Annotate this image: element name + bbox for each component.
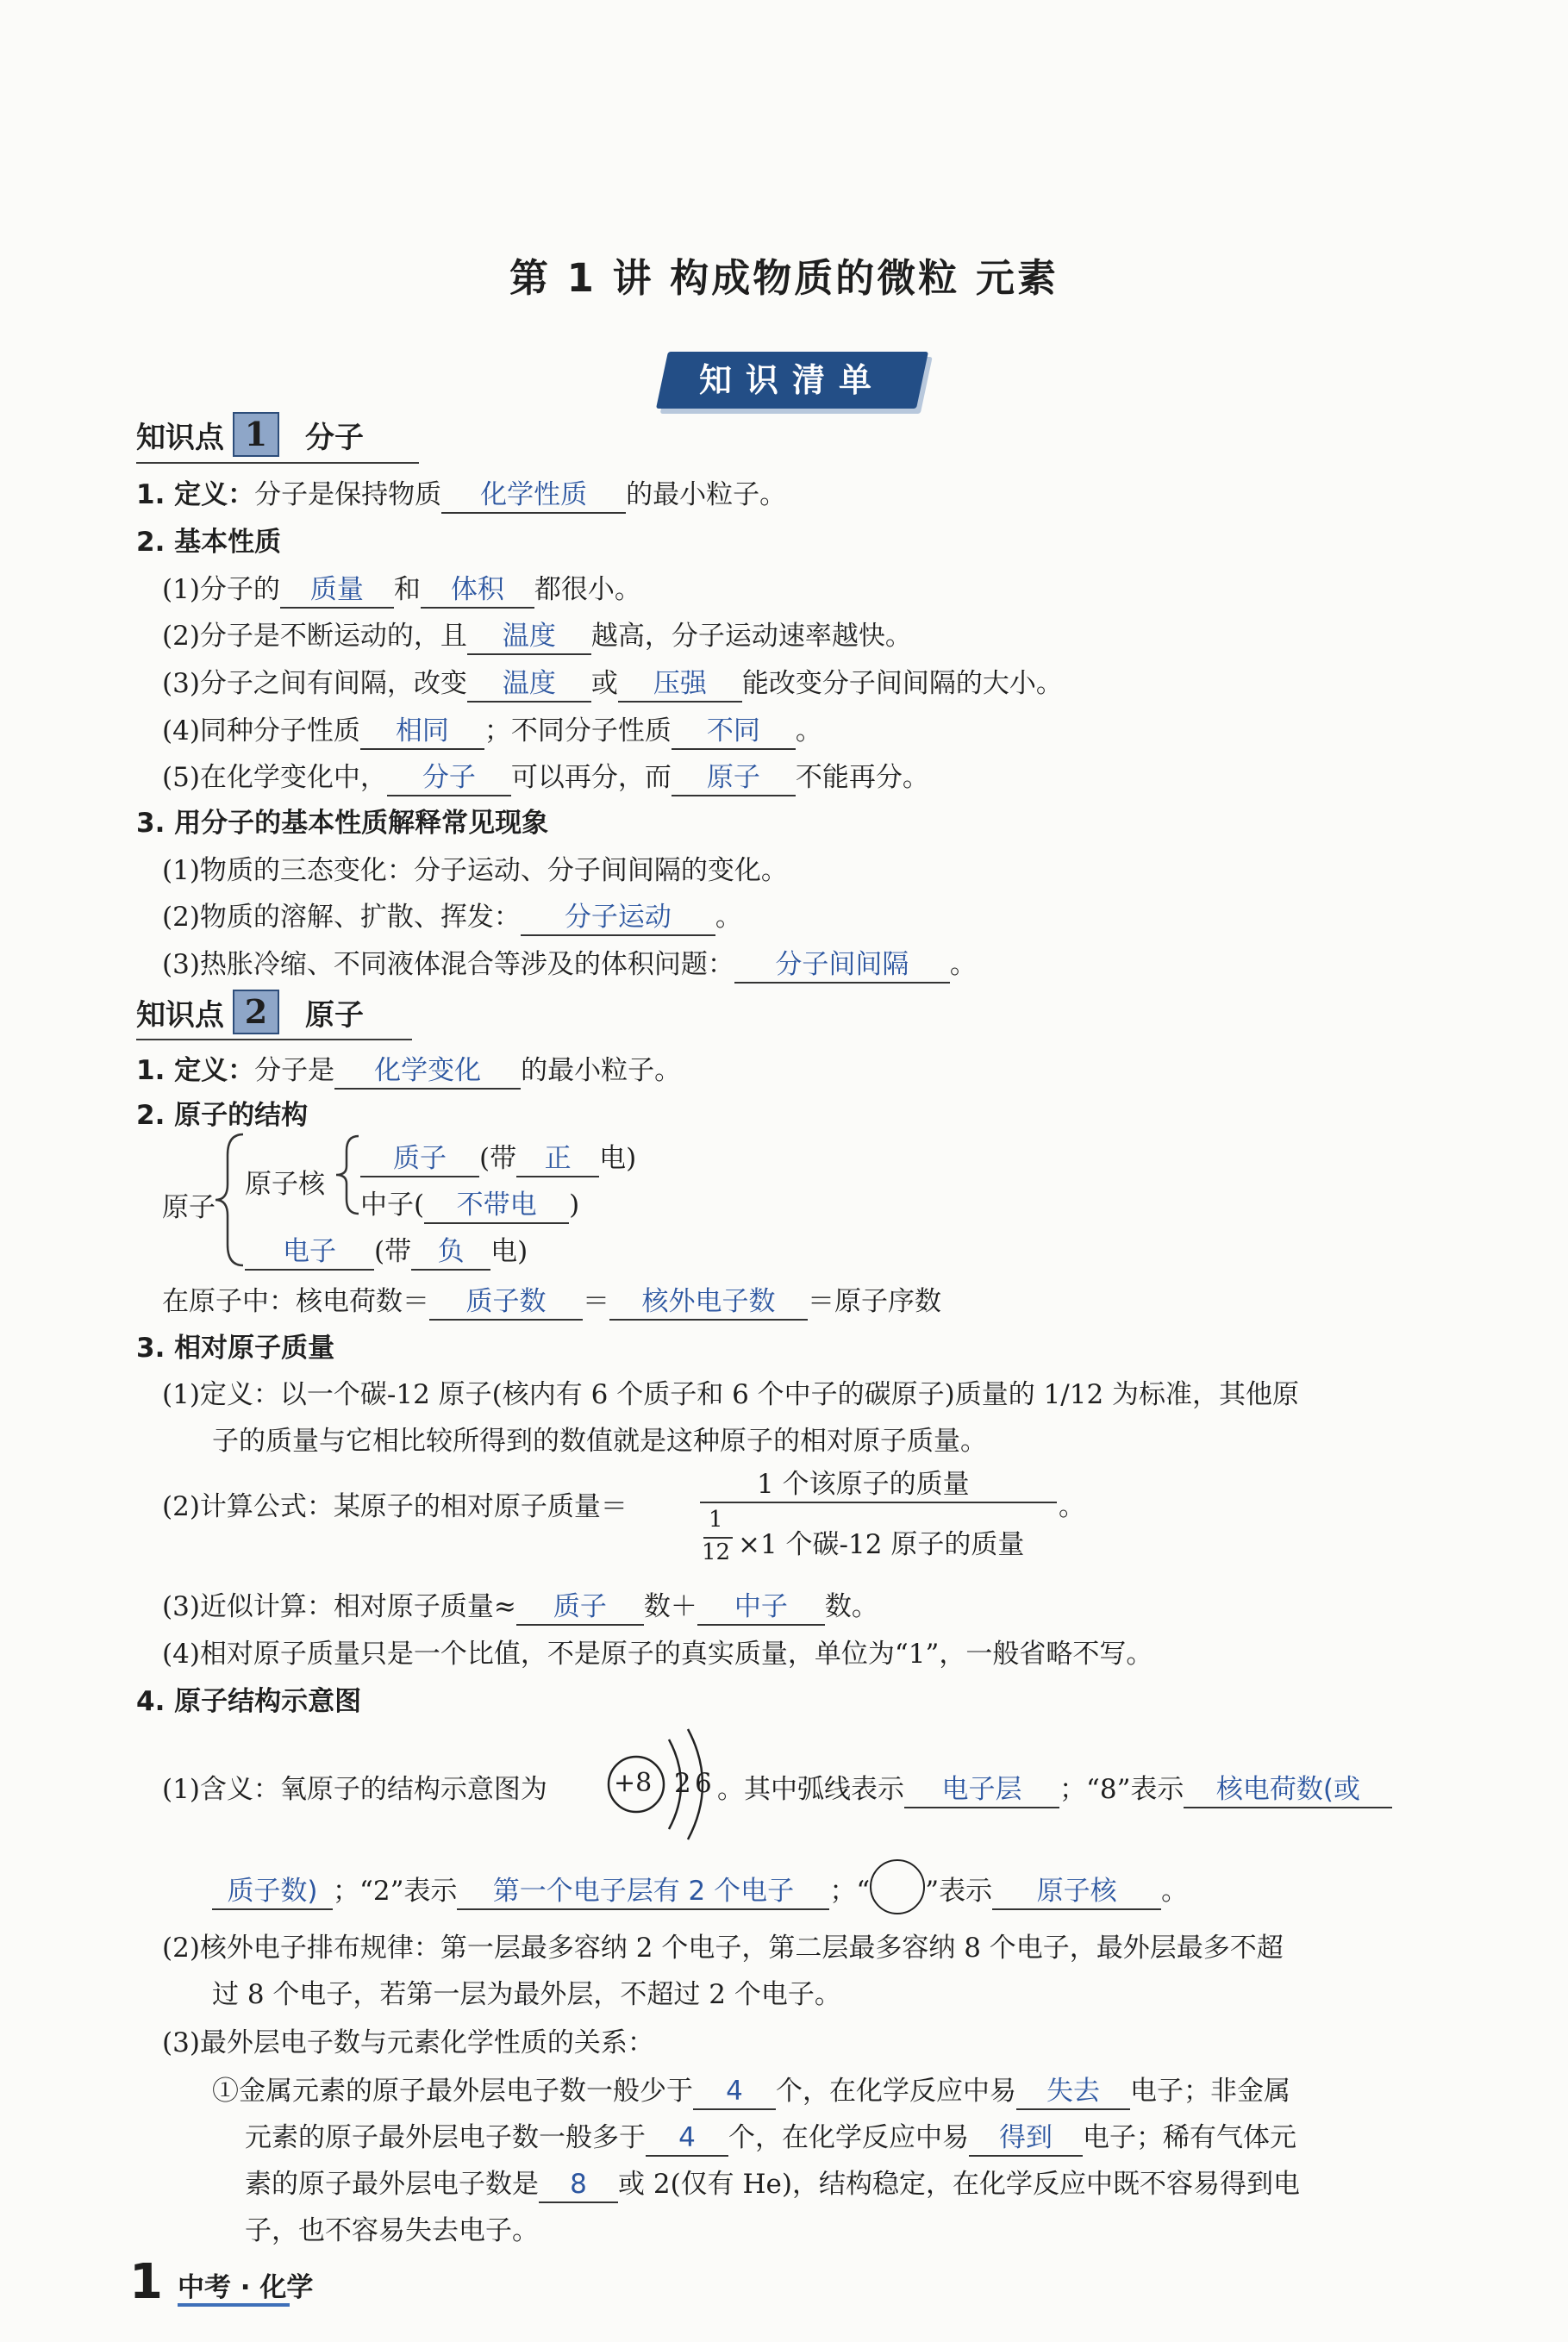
answer-blank: 中子	[697, 1589, 825, 1626]
nucleus-circle-icon	[870, 1859, 925, 1914]
answer-blank: 质子数)	[212, 1874, 333, 1910]
s1-def-post: 的最小粒子。	[626, 479, 787, 510]
ram-note: (4)相对原子质量只是一个比值，不是原子的真实质量，单位为“1”，一般省略不写。	[162, 1639, 1153, 1670]
page-title: 第 1 讲 构成物质的微粒 元素	[509, 255, 1059, 301]
text: 或 2(仅有 He)，结构稳定，在化学反应中既不容易得到电	[618, 2169, 1300, 2200]
text: 或	[590, 668, 618, 699]
ram-formula-denominator: ×1 个碳-12 原子的质量	[738, 1529, 1025, 1560]
text: 。	[715, 902, 742, 933]
answer-blank: 质子数	[429, 1284, 583, 1321]
ram-definition-line-1: (1)定义：以一个碳-12 原子(核内有 6 个质子和 6 个中子的碳原子)质量的 1/12 为标准，其他原	[162, 1379, 1300, 1410]
electron-shell-1: 2	[674, 1768, 691, 1799]
page-number: 1	[129, 2254, 163, 2310]
s1-use-2	[162, 895, 742, 936]
electron-shell-2: 6	[695, 1768, 712, 1799]
outer-electron-line-4: 子，也不容易失去电子。	[245, 2215, 539, 2246]
s1-property-2	[162, 614, 912, 655]
text: ；“2”表示	[333, 1876, 458, 1907]
answer-blank: 不带电	[424, 1188, 569, 1224]
outer-electron-line-2	[245, 2115, 1296, 2157]
electron-rule-line-2: 过 8 个电子，若第一层为最外层，不超过 2 个电子。	[212, 1979, 841, 2010]
section-banner	[662, 352, 922, 409]
neutron-line	[360, 1183, 579, 1224]
answer-blank: 原子	[672, 760, 796, 796]
nucleus-charge: +8	[614, 1768, 653, 1798]
section-1-number: 1	[233, 412, 279, 457]
outer-electron-line-3	[245, 2162, 1300, 2203]
answer-blank: 分子间间隔	[734, 947, 950, 984]
nucleus-label: 原子核	[245, 1169, 325, 1200]
answer-blank: 电子	[245, 1234, 374, 1271]
text: 元素的原子最外层电子数一般多于	[245, 2122, 646, 2153]
answer-blank: 正	[516, 1141, 599, 1177]
text: (2)分子是不断运动的，且	[162, 621, 467, 652]
answer-blank: 第一个电子层有 2 个电子	[457, 1874, 829, 1910]
text: 的最小粒子。	[521, 1055, 682, 1086]
text: 。其中弧线表示	[717, 1774, 904, 1805]
text: ；“8”表示	[1059, 1774, 1184, 1805]
banner-text: 知识清单	[698, 361, 885, 399]
text: 。	[795, 715, 822, 746]
s1-property-3	[162, 661, 1063, 703]
s1-def-head: 1. 定义：	[136, 479, 255, 510]
answer-blank: 失去	[1016, 2074, 1130, 2110]
text: 。	[949, 949, 977, 980]
text: (带	[374, 1236, 412, 1267]
s1-property-4	[162, 709, 822, 750]
text: 素的原子最外层电子数是	[245, 2169, 539, 2200]
section-2-header	[136, 990, 364, 1040]
diagram-meaning-prefix: (1)含义：氧原子的结构示意图为	[162, 1774, 547, 1805]
text: (5)在化学变化中，	[162, 762, 387, 793]
charge-equation	[162, 1279, 941, 1321]
text: 电子；非金属	[1130, 2076, 1290, 2107]
diagram-meaning-line-1	[717, 1767, 1392, 1808]
s1-property-5	[162, 755, 929, 796]
footer-underline	[178, 2303, 290, 2307]
answer-blank: 质子	[360, 1141, 479, 1177]
text: (3)分子之间有间隔，改变	[162, 668, 467, 699]
answer-blank: 核电荷数(或	[1184, 1772, 1392, 1808]
answer-blank: 分子运动	[521, 900, 715, 936]
answer-blank: 体积	[421, 572, 534, 609]
answer-blank: 负	[411, 1234, 490, 1271]
answer-blank: 原子核	[992, 1874, 1161, 1910]
ram-formula-prefix: (2)计算公式：某原子的相对原子质量＝	[162, 1491, 628, 1522]
atom-brace	[212, 1131, 247, 1269]
ram-definition-line-2: 子的质量与它相比较所得到的数值就是这种原子的相对原子质量。	[212, 1426, 987, 1457]
diagram-meaning-line-2	[212, 1869, 1188, 1914]
text: (3)热胀冷缩、不同液体混合等涉及的体积问题：	[162, 949, 734, 980]
text: ＝	[583, 1286, 609, 1317]
text: (2)物质的溶解、扩散、挥发：	[162, 902, 521, 933]
outer-electron-heading: (3)最外层电子数与元素化学性质的关系：	[162, 2027, 654, 2058]
answer-blank: 8	[539, 2167, 618, 2203]
electron-line	[245, 1229, 528, 1271]
text: ①金属元素的原子最外层电子数一般少于	[212, 2076, 693, 2107]
answer-blank: 化学性质	[441, 478, 626, 514]
s2-structure-heading: 2. 原子的结构	[136, 1100, 309, 1131]
answer-blank: 相同	[360, 714, 484, 750]
answer-blank: 核外电子数	[609, 1284, 808, 1321]
ram-formula-fraction-bar	[700, 1502, 1057, 1503]
text: 和	[393, 574, 421, 605]
ram-approximation	[162, 1584, 878, 1626]
one-twelfth-bottom: 12	[702, 1539, 731, 1565]
atom-label: 原子	[162, 1192, 216, 1223]
section-1-name: 分子	[305, 420, 364, 455]
s1-definition	[136, 472, 786, 514]
s1-use-heading: 3. 用分子的基本性质解释常见现象	[136, 808, 549, 839]
one-twelfth-bar	[703, 1537, 733, 1539]
answer-blank: 质子	[516, 1589, 644, 1626]
electron-rule-line-1: (2)核外电子排布规律：第一层最多容纳 2 个电子，第二层最多容纳 8 个电子，最外层最多不超	[162, 1933, 1284, 1964]
text: 电)	[599, 1143, 637, 1174]
text: 中子(	[360, 1190, 425, 1221]
answer-blank: 质量	[280, 572, 394, 609]
text: (4)同种分子性质	[162, 715, 360, 746]
answer-blank: 压强	[618, 666, 742, 703]
text: 数。	[824, 1591, 878, 1622]
s1-use-1: (1)物质的三态变化：分子运动、分子间间隔的变化。	[162, 855, 788, 886]
answer-blank: 温度	[467, 619, 591, 655]
text: (1)分子的	[162, 574, 280, 605]
text: )	[569, 1190, 580, 1221]
s2-definition	[136, 1048, 681, 1090]
answer-blank: 分子	[387, 760, 511, 796]
s1-def-pre: 分子是保持物质	[254, 479, 442, 510]
section-1-label: 知识点	[136, 420, 224, 455]
text: ；不同分子性质	[484, 715, 672, 746]
text: 个，在化学反应中易	[728, 2122, 969, 2153]
nucleus-brace	[333, 1134, 362, 1216]
section-2-underline	[136, 1039, 412, 1040]
section-1-header	[136, 412, 364, 462]
one-twelfth-top: 1	[709, 1507, 723, 1533]
section-2-name: 原子	[305, 997, 364, 1033]
proton-line	[360, 1136, 636, 1177]
s2-def-head: 1. 定义：	[136, 1055, 255, 1086]
text: 电)	[490, 1236, 528, 1267]
answer-blank: 温度	[467, 666, 591, 703]
text: 都很小。	[534, 574, 641, 605]
text: 在原子中：核电荷数＝	[162, 1286, 429, 1317]
answer-blank: 4	[646, 2120, 728, 2157]
answer-blank: 得到	[969, 2120, 1083, 2157]
section-1-underline	[136, 462, 419, 464]
answer-blank: 4	[693, 2074, 776, 2110]
text: 个，在化学反应中易	[776, 2076, 1016, 2107]
answer-blank: 不同	[672, 714, 796, 750]
s2-ram-heading: 3. 相对原子质量	[136, 1333, 335, 1364]
s1-basic-heading: 2. 基本性质	[136, 527, 282, 558]
answer-blank: 化学变化	[334, 1053, 521, 1090]
text: 分子是	[254, 1055, 335, 1086]
s1-use-3	[162, 942, 977, 984]
text: 越高，分子运动速率越快。	[590, 621, 912, 652]
section-2-label: 知识点	[136, 997, 224, 1033]
s1-property-1	[162, 567, 641, 609]
ram-formula-end: 。	[1059, 1491, 1085, 1522]
text: 能改变分子间间隔的大小。	[741, 668, 1063, 699]
text: ”表示	[925, 1876, 993, 1907]
ram-formula-numerator: 1 个该原子的质量	[757, 1469, 970, 1500]
text: (带	[479, 1143, 517, 1174]
text: 不能再分。	[795, 762, 929, 793]
section-2-number: 2	[233, 990, 279, 1034]
text: ＝原子序数	[808, 1286, 941, 1317]
book-label: 中考 · 化学	[178, 2272, 314, 2303]
text: 。	[1161, 1876, 1189, 1907]
s2-diagram-heading: 4. 原子结构示意图	[136, 1686, 362, 1717]
outer-electron-line-1	[212, 2069, 1290, 2110]
text: 电子；稀有气体元	[1083, 2122, 1296, 2153]
text: ；“	[829, 1876, 871, 1907]
text: 数＋	[643, 1591, 697, 1622]
text: 可以再分，而	[510, 762, 672, 793]
answer-blank: 电子层	[904, 1772, 1059, 1808]
text: (3)近似计算：相对原子质量≈	[162, 1591, 516, 1622]
